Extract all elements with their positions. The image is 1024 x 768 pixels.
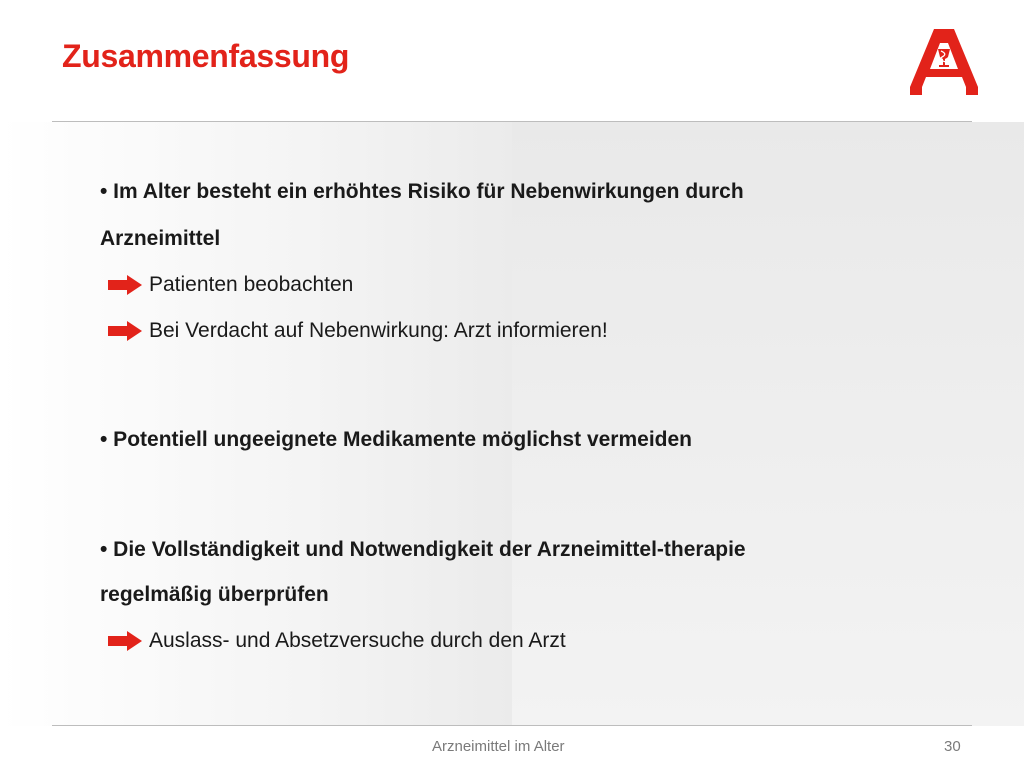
arrow-right-icon bbox=[108, 631, 142, 651]
arrow-right-icon bbox=[108, 321, 142, 341]
top-divider bbox=[52, 121, 972, 122]
sub-item bbox=[108, 628, 566, 654]
apotheke-a-logo-icon bbox=[908, 27, 980, 97]
sub-item bbox=[108, 318, 608, 344]
bullet-3-line-1: • Die Vollständigkeit und Notwendigkeit der Arzneimittel-therapie bbox=[100, 538, 746, 561]
bullet-1-line-1: • Im Alter besteht ein erhöhtes Risiko für Nebenwirkungen durch bbox=[100, 180, 744, 203]
bullet-1-line-2: Arzneimittel bbox=[100, 227, 221, 250]
footer-title: Arzneimittel im Alter bbox=[432, 738, 565, 755]
arrow-right-icon bbox=[108, 275, 142, 295]
sub-item-text: Patienten beobachten bbox=[149, 273, 354, 296]
bullet-2-line-1: • Potentiell ungeeignete Medikamente möglichst vermeiden bbox=[100, 428, 692, 451]
sub-item bbox=[108, 272, 353, 298]
sub-item-text: Auslass- und Absetzversuche durch den Arzt bbox=[149, 629, 566, 652]
bottom-divider bbox=[52, 725, 972, 726]
bullet-3-line-2: regelmäßig überprüfen bbox=[100, 583, 329, 606]
background-right bbox=[512, 122, 1024, 726]
sub-item-text: Bei Verdacht auf Nebenwirkung: Arzt informieren! bbox=[149, 319, 608, 342]
slide-title: Zusammenfassung bbox=[62, 38, 350, 74]
page-number: 30 bbox=[944, 738, 961, 755]
